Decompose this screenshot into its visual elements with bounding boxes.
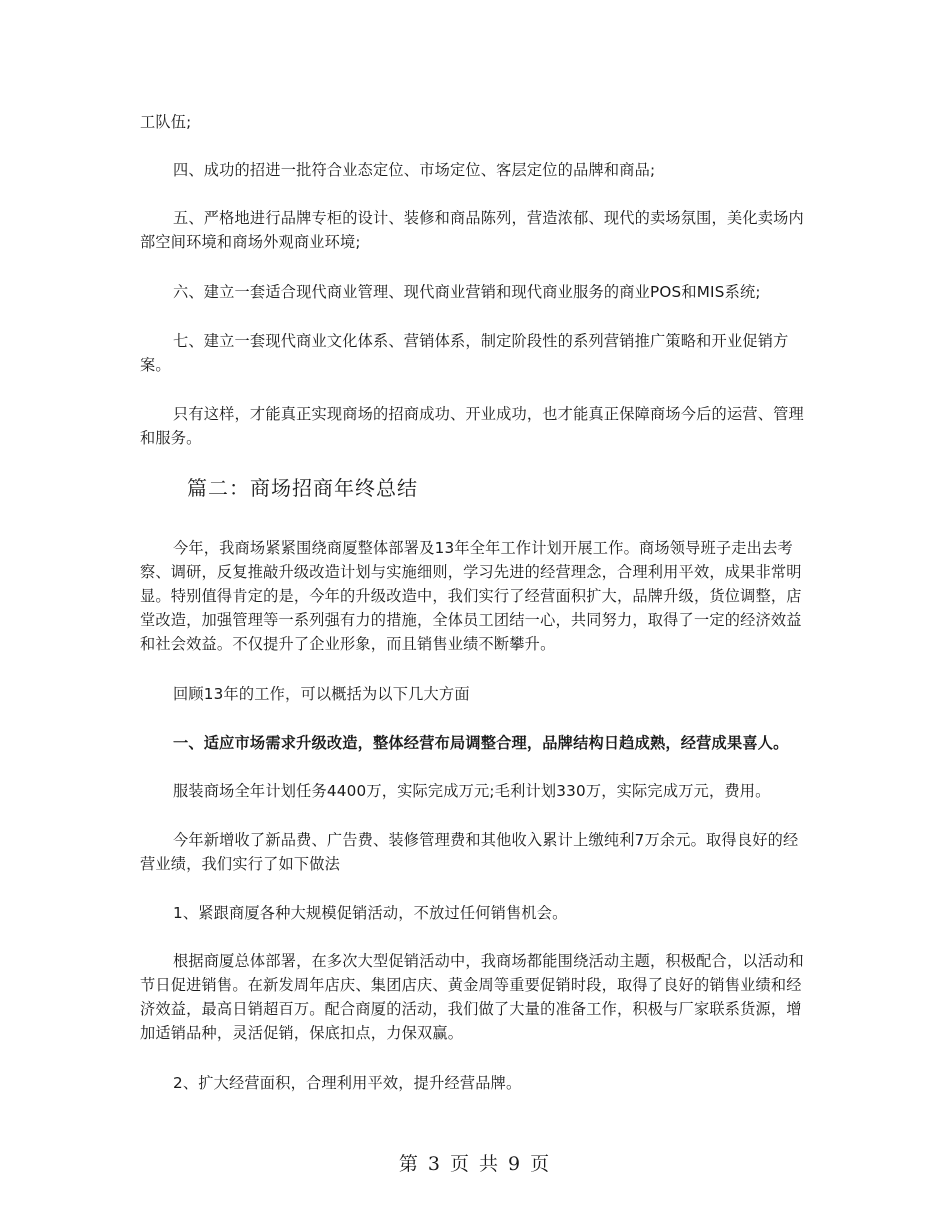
paragraph: 服装商场全年计划任务4400万，实际完成万元;毛利计划330万，实际完成万元，费用。 <box>173 782 771 800</box>
section-heading: 篇二：商场招商年终总结 <box>187 476 418 500</box>
paragraph: 四、成功的招进一批符合业态定位、市场定位、客层定位的品牌和商品; <box>173 161 656 179</box>
paragraph: 工队伍; <box>140 113 192 131</box>
paragraph: 1、紧跟商厦各种大规模促销活动，不放过任何销售机会。 <box>173 904 568 922</box>
paragraph: 2、扩大经营面积，合理利用平效，提升经营品牌。 <box>173 1074 522 1092</box>
page-footer: 第 3 页 共 9 页 <box>398 1153 552 1175</box>
paragraph-bold: 一、适应市场需求升级改造，整体经营布局调整合理，品牌结构日趋成熟，经营成果喜人。 <box>173 734 789 752</box>
paragraph: 今年，我商场紧紧围绕商厦整体部署及13年全年工作计划开展工作。商场领导班子走出去考察、调研，反复推敲升级改造计划与实施细则，学习先进的经营理念，合理利用平效，成果非常明显。特别值得肯定的是，今年的升级改造中，我们实行了经营面积扩大，品牌升级，货位调整，店堂改造，加强管理等一系列强有力的措施，全体员工团结一心，共同努力，取得了一定的经济效益和社会效益。不仅提升了企业形象，而且销售业绩不断攀升。 <box>140 539 802 653</box>
paragraph: 六、建立一套适合现代商业管理、现代商业营销和现代商业服务的商业POS和MIS系统; <box>173 283 761 301</box>
paragraph: 七、建立一套现代商业文化体系、营销体系，制定阶段性的系列营销推广策略和开业促销方案。 <box>140 332 789 374</box>
paragraph: 今年新增收了新品费、广告费、装修管理费和其他收入累计上缴纯利7万余元。取得良好的经营业绩，我们实行了如下做法 <box>140 831 799 873</box>
paragraph: 根据商厦总体部署，在多次大型促销活动中，我商场都能围绕活动主题，积极配合，以活动和节日促进销售。在新发周年店庆、集团店庆、黄金周等重要促销时段，取得了良好的销售业绩和经济效益，最高日销超百万。配合商厦的活动，我们做了大量的准备工作，积极与厂家联系货源，增加适销品种，灵活促销，保底扣点，力保双赢。 <box>140 952 804 1042</box>
paragraph: 回顾13年的工作，可以概括为以下几大方面 <box>173 685 470 703</box>
paragraph: 只有这样，才能真正实现商场的招商成功、开业成功，也才能真正保障商场今后的运营、管理和服务。 <box>140 405 804 447</box>
paragraph: 五、严格地进行品牌专柜的设计、装修和商品陈列，营造浓郁、现代的卖场氛围，美化卖场内部空间环境和商场外观商业环境; <box>140 209 804 251</box>
